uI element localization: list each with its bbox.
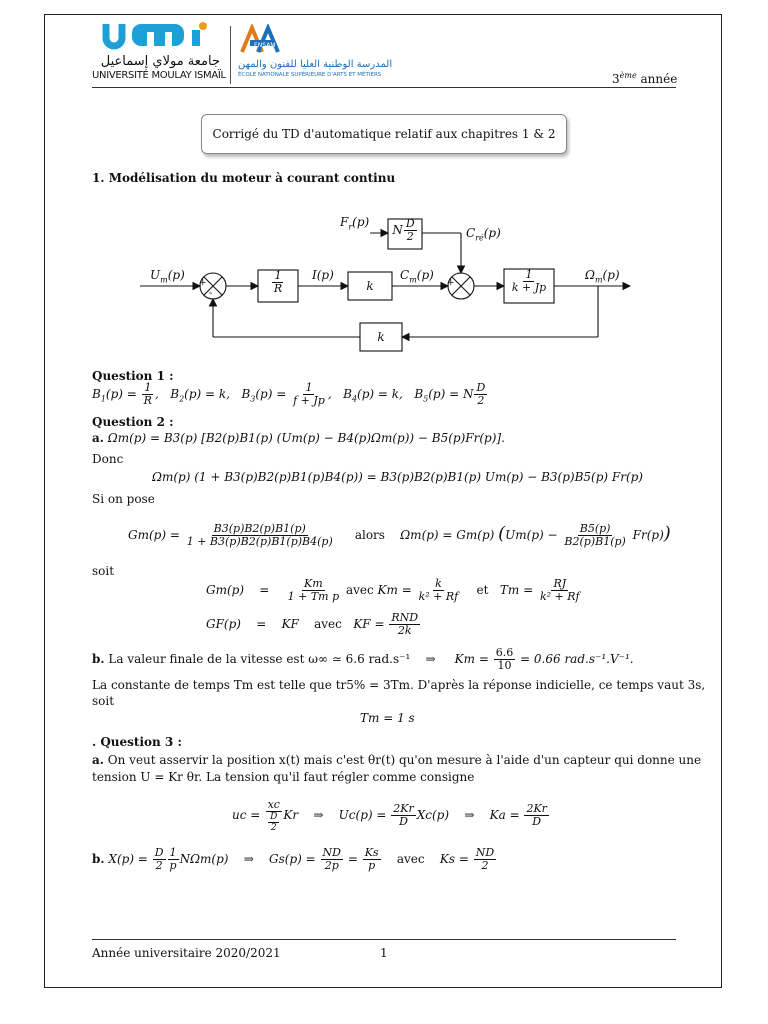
page-number: 1 <box>380 946 388 960</box>
sign-minus-2: - <box>457 268 461 279</box>
consigne-equation: uc = $\frac{xc}{\frac{D}{2}}$ Kr ⇒ Uc(p) = $\frac{2Kr}{D}$ Xc(p) ⇒ Ka = $\frac{2Kr}{D}$ <box>232 797 547 833</box>
umi-logo-icon <box>92 22 227 50</box>
question-2a: a. Ωm(p) = B3(p) [B2(p)B1(p) (Um(p) − B4(p)Ωm(p)) − B5(p)Fr(p)]. <box>92 431 505 445</box>
motor-torque-label: $C_m(p)$ <box>400 268 434 285</box>
school-logo <box>238 24 398 84</box>
school-arabic-name: المدرسة الوطنية العليا للفنون والمهن <box>238 59 393 70</box>
question-3a-text-1: a. On veut asservir la position x(t) mais c'est θr(t) qu'on mesure à l'aide d'un capteur qui donne une <box>92 753 702 767</box>
header-rule <box>92 87 676 88</box>
gm-result-row: Gm(p) = $\frac{Km}{\text{1 + Tm p}}$ avec Km = $\frac{k}{\text{k² + Rf}}$ et Tm = $\frac{RJ}{\text{k² + Rf}}$ <box>206 577 580 603</box>
current-label: I(p) <box>312 268 334 282</box>
sign-plus-1: + <box>199 278 207 288</box>
document-title-box <box>201 114 567 154</box>
university-arabic-name: جامعة مولاي إسماعيل <box>100 54 220 69</box>
university-logo <box>92 22 227 84</box>
block-k-content: k <box>366 279 374 293</box>
sign-minus-1: - <box>209 288 213 299</box>
question-2-label: Question 2 : <box>92 415 174 429</box>
school-name: ÉCOLE NATIONALE SUPÉRIEURE D'ARTS ET MÉTIERS <box>238 72 382 78</box>
tm-result: Tm = 1 s <box>360 711 415 725</box>
resistant-torque-label: $C_{ré}(p)$ <box>466 226 501 243</box>
gm-definition: Gm(p) = $\frac{B3(p)B2(p)B1(p)}{1 + B3(p)B2(p)B1(p)B4(p)}$ alors Ωm(p) = Gm(p) (Um(p) − $\frac{B5(p)}{B2(p)B1(p)}$ Fr(p)) <box>128 522 671 548</box>
question-3a-text-2: tension U = Kr θr. La tension qu'il faut régler comme consigne <box>92 770 475 784</box>
ensam-badge: ENSAM <box>254 42 276 49</box>
document-title: Corrigé du TD d'automatique relatif aux chapitres 1 & 2 <box>212 127 556 141</box>
text-donc: Donc <box>92 452 124 466</box>
gf-result-row: GF(p) = KF avec KF = $\frac{\text{RND}}{2k}$ <box>206 611 419 637</box>
section-heading: 1. Modélisation du moteur à courant continu <box>92 171 396 185</box>
question-3-label: . Question 3 : <box>92 735 182 749</box>
block-r-content: $\frac{1}{R}$ <box>273 269 283 295</box>
block-j-content: $\frac{1}{k + Jp}$ <box>511 268 547 294</box>
block-nd-content: N $\frac{D}{2}$ <box>392 217 415 243</box>
question-1-equations: $B_1(p)$ = $\frac{1}{R}$ , $B_2(p) = k$, $B_3(p)$ = $\frac{1}{f + Jp}$ , $B_4(p) = k$, $B_5(p) = N$ $\frac{D}{2}$ <box>92 381 486 407</box>
ensam-logo-icon <box>238 24 288 54</box>
footer-academic-year: Année universitaire 2020/2021 <box>92 946 281 960</box>
sign-plus-2: + <box>447 278 455 288</box>
disturbance-label: $F_r(p)$ <box>340 215 370 232</box>
footer-rule <box>92 939 676 940</box>
text-soit: soit <box>92 564 115 578</box>
question-1-label: Question 1 : <box>92 369 174 383</box>
academic-year-level: 3ème année <box>612 71 678 86</box>
time-constant-text-2: soit <box>92 694 115 708</box>
question-2b: b. La valeur finale de la vitesse est ω∞ ≃ 6.6 rad.s⁻¹ ⇒ Km = $\frac{6.6}{10}$ = 0.66 rad.s⁻¹.V⁻¹. <box>92 646 634 672</box>
text-si-on-pose: Si on pose <box>92 492 155 506</box>
equation-2: Ωm(p) (1 + B3(p)B2(p)B1(p)B4(p)) = B3(p)B2(p)B1(p) Um(p) − B3(p)B5(p) Fr(p) <box>152 470 643 484</box>
block-fb-content: k <box>377 330 385 344</box>
input-label: $U_m(p)$ <box>150 268 185 285</box>
question-3b: b. X(p) = $\frac{D}{2}$ $\frac{1}{p}$ NΩm(p) ⇒ Gs(p) = $\frac{ND}{2p}$ = $\frac{Ks}{p}$ avec Ks = $\frac{ND}{2}$ <box>92 846 495 872</box>
header-divider <box>230 26 231 84</box>
university-name: UNIVERSITÉ MOULAY ISMAÏL <box>92 70 226 81</box>
output-label: $\Omega_m(p)$ <box>585 268 620 285</box>
time-constant-text-1: La constante de temps Tm est telle que tr5% = 3Tm. D'après la réponse indicielle, ce temps vaut 3s, <box>92 678 706 692</box>
